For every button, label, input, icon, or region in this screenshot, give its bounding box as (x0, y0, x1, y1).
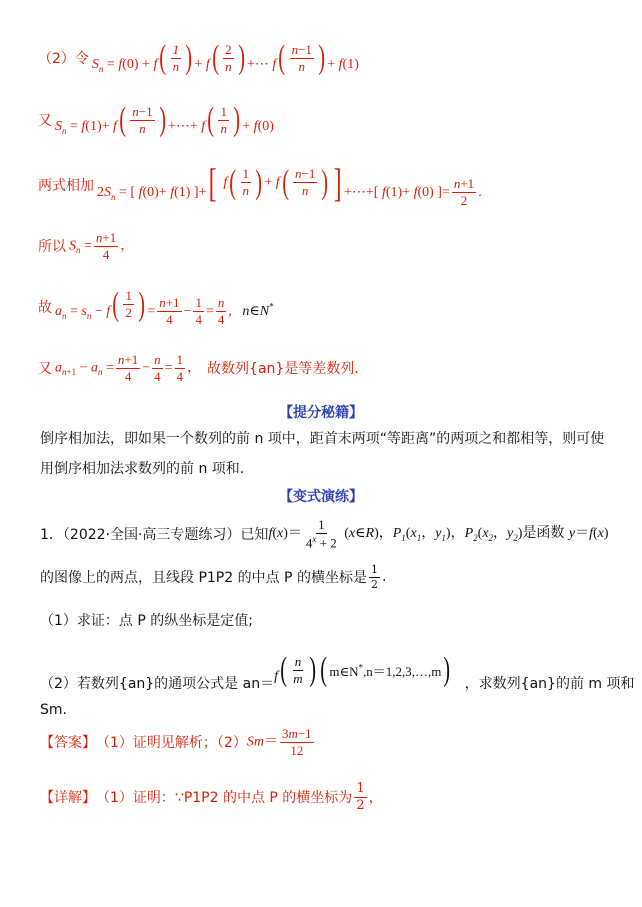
q2-cont: ，求数列{an}的前 m 项和 (464, 676, 635, 692)
q2-end: Sm. (40, 702, 67, 718)
q2-end-line (40, 700, 67, 720)
tips-heading: 【提分秘籍】 (279, 405, 363, 421)
answer-line (40, 724, 316, 760)
step2-formula: $S_n = f(0) + f$ ( $\frac{1}{n}$ ) + f ( $\frac{2}{n}$ ) +⋯ f ( $\frac{n-1}{n}$ ) + f(1) (91, 39, 359, 76)
detail-line: 【详解】 （1）证明：∵P1P2 的中点 P 的横坐标为 $\frac{1}{2}$ ， (40, 780, 383, 813)
problem-formula: f(x)＝ $\frac{1}{4^x + 2}$ (x∈R)，$P_1(x_1$，$y_1$)，$P_2(x_2$，$y_2$)是函数 y＝f(x) (268, 517, 609, 551)
again-label: 又 (38, 113, 52, 129)
answer-tag: 【答案】 (40, 735, 96, 751)
q2-intro: （2）若数列{an}的通项公式是 an＝ (40, 676, 275, 692)
detail-text: （1）证明：∵P1P2 的中点 P 的横坐标为 (96, 790, 353, 806)
problem-cont: 的图像上的两点，且线段 P1P2 的中点 P 的横坐标是 (40, 570, 367, 586)
detail-tag: 【详解】 (40, 790, 96, 806)
problem-half: $\frac{1}{2}$ (370, 562, 378, 591)
q1-line (40, 608, 253, 632)
so-line (38, 226, 134, 266)
again-formula: $S_n = f(1)+ f$ ( $\frac{n-1}{n}$ ) +⋯+ f ( $\frac{1}{n}$ ) + f(0) (55, 101, 274, 138)
step2-label: （2）令 (38, 51, 89, 67)
diff-line (38, 348, 359, 388)
tips-paragraph: 倒序相加法，即如果一个数列的前 n 项中，距首末两项“等距离”的两项之和都相等，则可使用倒序相加法求数列的前 n 项和. (40, 431, 605, 477)
add-line (38, 159, 482, 208)
q2-line (40, 652, 634, 700)
diff-formula: $a_{n+1} - a_n$ = $\frac{n+1}{4}$ − $\frac{n}{4}$ = $\frac{1}{4}$ ， (55, 351, 202, 384)
answer-text: （1）证明见解析；（2） (96, 735, 247, 751)
problem-cont-line: 的图像上的两点，且线段 P1P2 的中点 P 的横坐标是 $\frac{1}{2}$ . (40, 562, 387, 591)
detail-half: $\frac{1}{2}$ (356, 780, 365, 813)
diff-label: 又 (38, 361, 52, 377)
so-label: 所以 (38, 239, 66, 255)
variant-heading: 【变式演练】 (279, 489, 363, 505)
again-line (38, 100, 274, 140)
add-formula: $2S_n$ = [ f(0)+ f(1) ]+ [ f ( $\frac{1}{n}$ ) + f ( $\frac{n-1}{n}$ ) ] +⋯+[ f(1)+ f(0) ]= $\frac{n+1}{2}$ . (97, 159, 482, 208)
answer-formula: Sm＝ $\frac{3m-1}{12}$ (246, 725, 312, 758)
problem-intro: 1．（2022·全国·高三专题练习）已知 (40, 527, 269, 543)
step2-line (38, 38, 359, 78)
therefore-formula: $a_n = s_n - f$ ( $\frac{1}{2}$ ) = $\frac{n+1}{4}$ − $\frac{1}{4}$ = $\frac{n}{4}$ , n∈N* (55, 285, 274, 327)
so-formula: $S_n$ = $\frac{n+1}{4}$ ， (69, 229, 135, 262)
therefore-label: 故 (38, 300, 52, 316)
add-label: 两式相加 (38, 178, 94, 194)
diff-conclusion: 故数列{an}是等差数列. (207, 361, 359, 377)
q2-formula: f ( $\frac{n}{m}$ ) ( m∈N*,n＝1,2,3,…,m ) (274, 651, 451, 688)
problem-line (40, 514, 609, 554)
therefore-line (38, 287, 274, 327)
q1-text: （1）求证：点 P 的纵坐标是定值; (40, 613, 253, 629)
